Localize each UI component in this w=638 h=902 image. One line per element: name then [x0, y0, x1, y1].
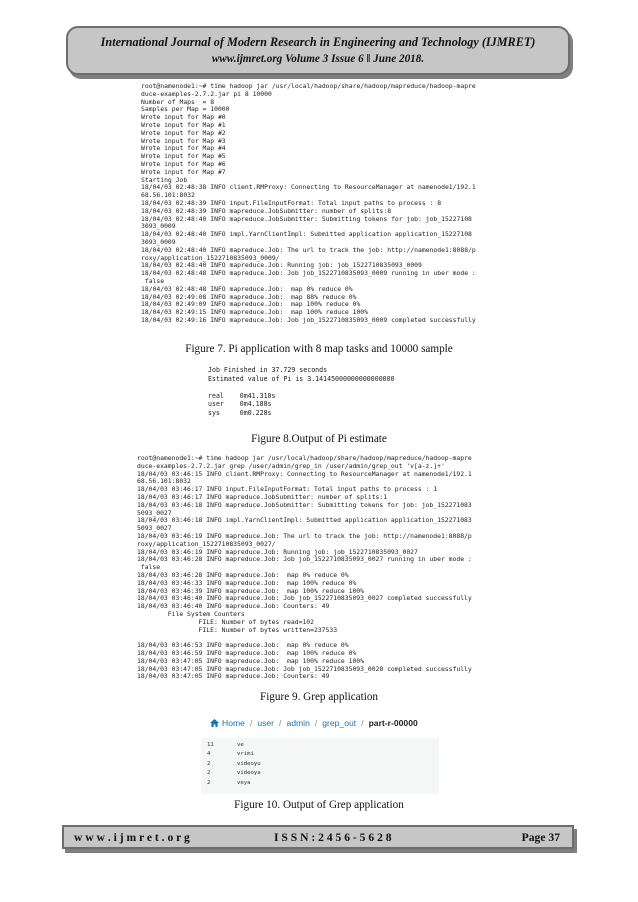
- terminal-line: 18/04/03 03:46:15 INFO client.RMProxy: Connecting to ResourceManager at namenode1/192.1: [137, 469, 472, 478]
- terminal-line: 18/04/03 02:48:48 INFO mapreduce.Job: Job job_1522710835093_0009 running in uber mode :: [141, 269, 476, 278]
- terminal-line: 18/04/03 03:46:17 INFO mapreduce.JobSubmitter: number of splits:1: [137, 492, 388, 501]
- journal-issue: www.ijmret.org Volume 3 Issue 6 ǁ June 2018.: [211, 53, 425, 65]
- footer-page-number: Page 37: [521, 831, 560, 844]
- terminal-line: 18/04/03 03:46:19 INFO mapreduce.Job: Running job: job_1522710835093_0027: [137, 547, 418, 556]
- breadcrumb-separator: /: [249, 718, 253, 728]
- terminal-line: 18/04/03 03:46:17 INFO input.FileInputFormat: Total input paths to process : 1: [137, 485, 438, 494]
- terminal-line: 18/04/03 03:47:05 INFO mapreduce.Job: Counters: 49: [137, 672, 330, 681]
- breadcrumb-admin[interactable]: admin: [286, 718, 310, 728]
- terminal-line: 18/04/03 03:47:05 INFO mapreduce.Job: map 100% reduce 100%: [137, 656, 365, 665]
- footer-site: w w w . i j m r e t . o r g: [74, 831, 190, 844]
- terminal-line: Wrote input for Map #7: [141, 167, 226, 176]
- figure-9-caption: Figure 9. Grep application: [259, 691, 379, 703]
- home-icon: [210, 719, 219, 727]
- terminal-line: duce-examples-2.7.2.jar pi 8 10000: [141, 89, 272, 98]
- terminal-line: sys 0m0.228s: [208, 408, 272, 417]
- count: 2: [207, 770, 211, 777]
- file-content: [201, 738, 439, 794]
- journal-header: [66, 26, 570, 75]
- terminal-line: 18/04/03 02:49:08 INFO mapreduce.Job: map 88% reduce 0%: [141, 292, 357, 301]
- list-item: [201, 741, 439, 750]
- journal-title: International Journal of Modern Research in Engineering and Technology (IJMRET): [100, 35, 536, 49]
- word: ve: [237, 742, 244, 748]
- terminal-line: Wrote input for Map #1: [141, 120, 226, 129]
- terminal-line: 18/04/03 03:46:40 INFO mapreduce.Job: Counters: 49: [137, 602, 330, 611]
- terminal-line: Wrote input for Map #6: [141, 159, 226, 168]
- breadcrumb-separator: /: [314, 718, 318, 728]
- breadcrumb-separator: /: [279, 718, 282, 728]
- terminal-line: 18/04/03 03:46:33 INFO mapreduce.Job: map 100% reduce 0%: [137, 578, 357, 587]
- terminal-line: 18/04/03 03:46:39 INFO mapreduce.Job: map 100% reduce 100%: [137, 586, 365, 595]
- terminal-line: 3093_0009: [141, 237, 176, 246]
- terminal-line: roxy/application_1522710835093_0009/: [141, 253, 280, 262]
- terminal-line: [208, 383, 365, 392]
- footer-issn: I S S N : 2 4 5 6 - 5 6 2 8: [274, 831, 392, 844]
- terminal-line: 18/04/03 02:48:39 INFO mapreduce.JobSubmitter: number of splits:8: [141, 206, 392, 215]
- terminal-line: root@namenode1:~# time hadoop jar /usr/local/hadoop/share/hadoop/mapreduce/hadoop-mapre: [141, 82, 476, 90]
- terminal-line: 18/04/03 02:49:16 INFO mapreduce.Job: Job job_1522710835093_0009 completed successfully: [141, 315, 476, 324]
- list-item: [201, 760, 439, 769]
- terminal-line: File System Counters: [137, 609, 245, 618]
- word: veya: [237, 779, 251, 786]
- breadcrumb: [201, 712, 439, 734]
- breadcrumb-separator: /: [361, 718, 364, 728]
- terminal-line: FILE: Number of bytes written=237533: [137, 625, 338, 634]
- list-item: [201, 769, 439, 778]
- terminal-line: 18/04/03 02:48:40 INFO mapreduce.JobSubmitter: Submitting tokens for job: job_15227108: [141, 214, 472, 223]
- breadcrumb-current-file: part-r-00000: [368, 718, 418, 728]
- terminal-line: Wrote input for Map #3: [141, 136, 226, 145]
- terminal-line: 68.56.101:8032: [141, 191, 195, 200]
- terminal-line: 18/04/03 03:46:53 INFO mapreduce.Job: map 0% reduce 0%: [137, 641, 349, 650]
- terminal-line: 18/04/03 03:46:18 INFO impl.YarnClientImpl: Submitted application application_152271083: [137, 516, 472, 525]
- breadcrumb-user[interactable]: user: [257, 718, 275, 728]
- terminal-line: 18/04/03 02:49:09 INFO mapreduce.Job: map 100% reduce 0%: [141, 300, 361, 309]
- terminal-line: 18/04/03 02:48:39 INFO input.FileInputFormat: Total input paths to process : 8: [141, 198, 442, 207]
- terminal-line: 18/04/03 02:49:15 INFO mapreduce.Job: map 100% reduce 100%: [141, 308, 369, 317]
- terminal-line: 18/04/03 03:46:28 INFO mapreduce.Job: map 0% reduce 0%: [137, 570, 349, 579]
- grep-terminal-screenshot: [137, 455, 511, 679]
- pi-terminal-screenshot: [141, 83, 505, 328]
- breadcrumb-grep-out[interactable]: grep_out: [322, 718, 357, 728]
- home-link[interactable]: [210, 718, 245, 728]
- word: videoya: [237, 770, 261, 777]
- figure-8-caption: Figure 8.Output of Pi estimate: [251, 433, 387, 445]
- terminal-line: Starting Job: [141, 175, 188, 184]
- terminal-line: 18/04/03 02:48:38 INFO client.RMProxy: Connecting to ResourceManager at namenode1/192.1: [141, 183, 476, 192]
- figure-7-caption: Figure 7. Pi application with 8 map tasks and 10000 sample: [185, 343, 453, 355]
- terminal-line: root@namenode1:~# time hadoop jar /usr/local/hadoop/share/hadoop/mapreduce/hadoop-mapre: [137, 454, 472, 462]
- terminal-line: duce-examples-2.7.2.jar grep /user/admin/grep_in /user/admin/grep_out 'v[a-z.]+': [137, 461, 445, 470]
- terminal-line: 3093_0009: [141, 222, 176, 231]
- terminal-line: Wrote input for Map #5: [141, 152, 226, 161]
- terminal-line: 5093_0027: [137, 524, 172, 533]
- word: vrimi: [237, 751, 254, 758]
- pi-output-screenshot: [208, 366, 395, 424]
- terminal-line: Number of Maps = 8: [141, 97, 215, 106]
- grep-output-file-browser: [201, 712, 439, 796]
- word: videoyu: [237, 760, 261, 767]
- figure-10-caption: Figure 10. Output of Grep application: [234, 799, 404, 811]
- terminal-line: Samples per Map = 10000: [141, 105, 230, 114]
- terminal-line: FILE: Number of bytes read=102: [137, 617, 314, 626]
- terminal-line: 18/04/03 03:46:19 INFO mapreduce.Job: The url to track the job: http://namenode1:8088/p: [137, 531, 472, 540]
- terminal-line: 18/04/03 03:46:28 INFO mapreduce.Job: Job job_1522710835093_0027 running in uber mode :: [137, 555, 472, 564]
- terminal-line: user 0m4.188s: [208, 400, 272, 409]
- terminal-line: Wrote input for Map #0: [141, 113, 226, 122]
- terminal-line: 18/04/03 02:48:48 INFO mapreduce.Job: map 0% reduce 0%: [141, 284, 353, 293]
- home-label: Home: [222, 718, 245, 728]
- count: 2: [207, 760, 211, 767]
- terminal-line: Job Finished in 37.729 seconds: [208, 366, 328, 374]
- terminal-line: 5093_0027: [137, 508, 172, 517]
- terminal-line: 18/04/03 02:48:40 INFO mapreduce.Job: The url to track the job: http://namenode1:8088/p: [141, 245, 476, 254]
- count: 2: [207, 779, 211, 786]
- terminal-line: false: [137, 563, 161, 572]
- count: 11: [207, 742, 214, 748]
- terminal-line: 68.56.101:8032: [137, 477, 191, 486]
- terminal-line: Wrote input for Map #2: [141, 128, 226, 137]
- terminal-line: 18/04/03 02:48:40 INFO impl.YarnClientImpl: Submitted application application_15227108: [141, 230, 472, 239]
- terminal-line: Estimated value of Pi is 3.14145000000000000000: [208, 374, 395, 383]
- terminal-line: 18/04/03 02:48:40 INFO mapreduce.Job: Running job: job_1522710835093_0009: [141, 261, 422, 270]
- count: 4: [207, 751, 211, 758]
- list-item: [201, 779, 439, 788]
- page-footer: [62, 825, 574, 849]
- terminal-line: false: [141, 276, 165, 285]
- terminal-line: roxy/application_1522710835093_0027/: [137, 539, 276, 548]
- terminal-line: 18/04/03 03:46:59 INFO mapreduce.Job: map 100% reduce 0%: [137, 648, 357, 657]
- terminal-line: 18/04/03 03:47:05 INFO mapreduce.Job: Job job_1522710835093_0028 completed successfully: [137, 664, 472, 673]
- list-item: [201, 750, 439, 759]
- terminal-line: 18/04/03 03:46:18 INFO mapreduce.JobSubmitter: Submitting tokens for job: job_152271083: [137, 500, 472, 509]
- terminal-line: real 0m41.310s: [208, 391, 276, 400]
- terminal-line: 18/04/03 03:46:40 INFO mapreduce.Job: Job job_1522710835093_0027 completed successfully: [137, 594, 472, 603]
- terminal-line: Wrote input for Map #4: [141, 144, 226, 153]
